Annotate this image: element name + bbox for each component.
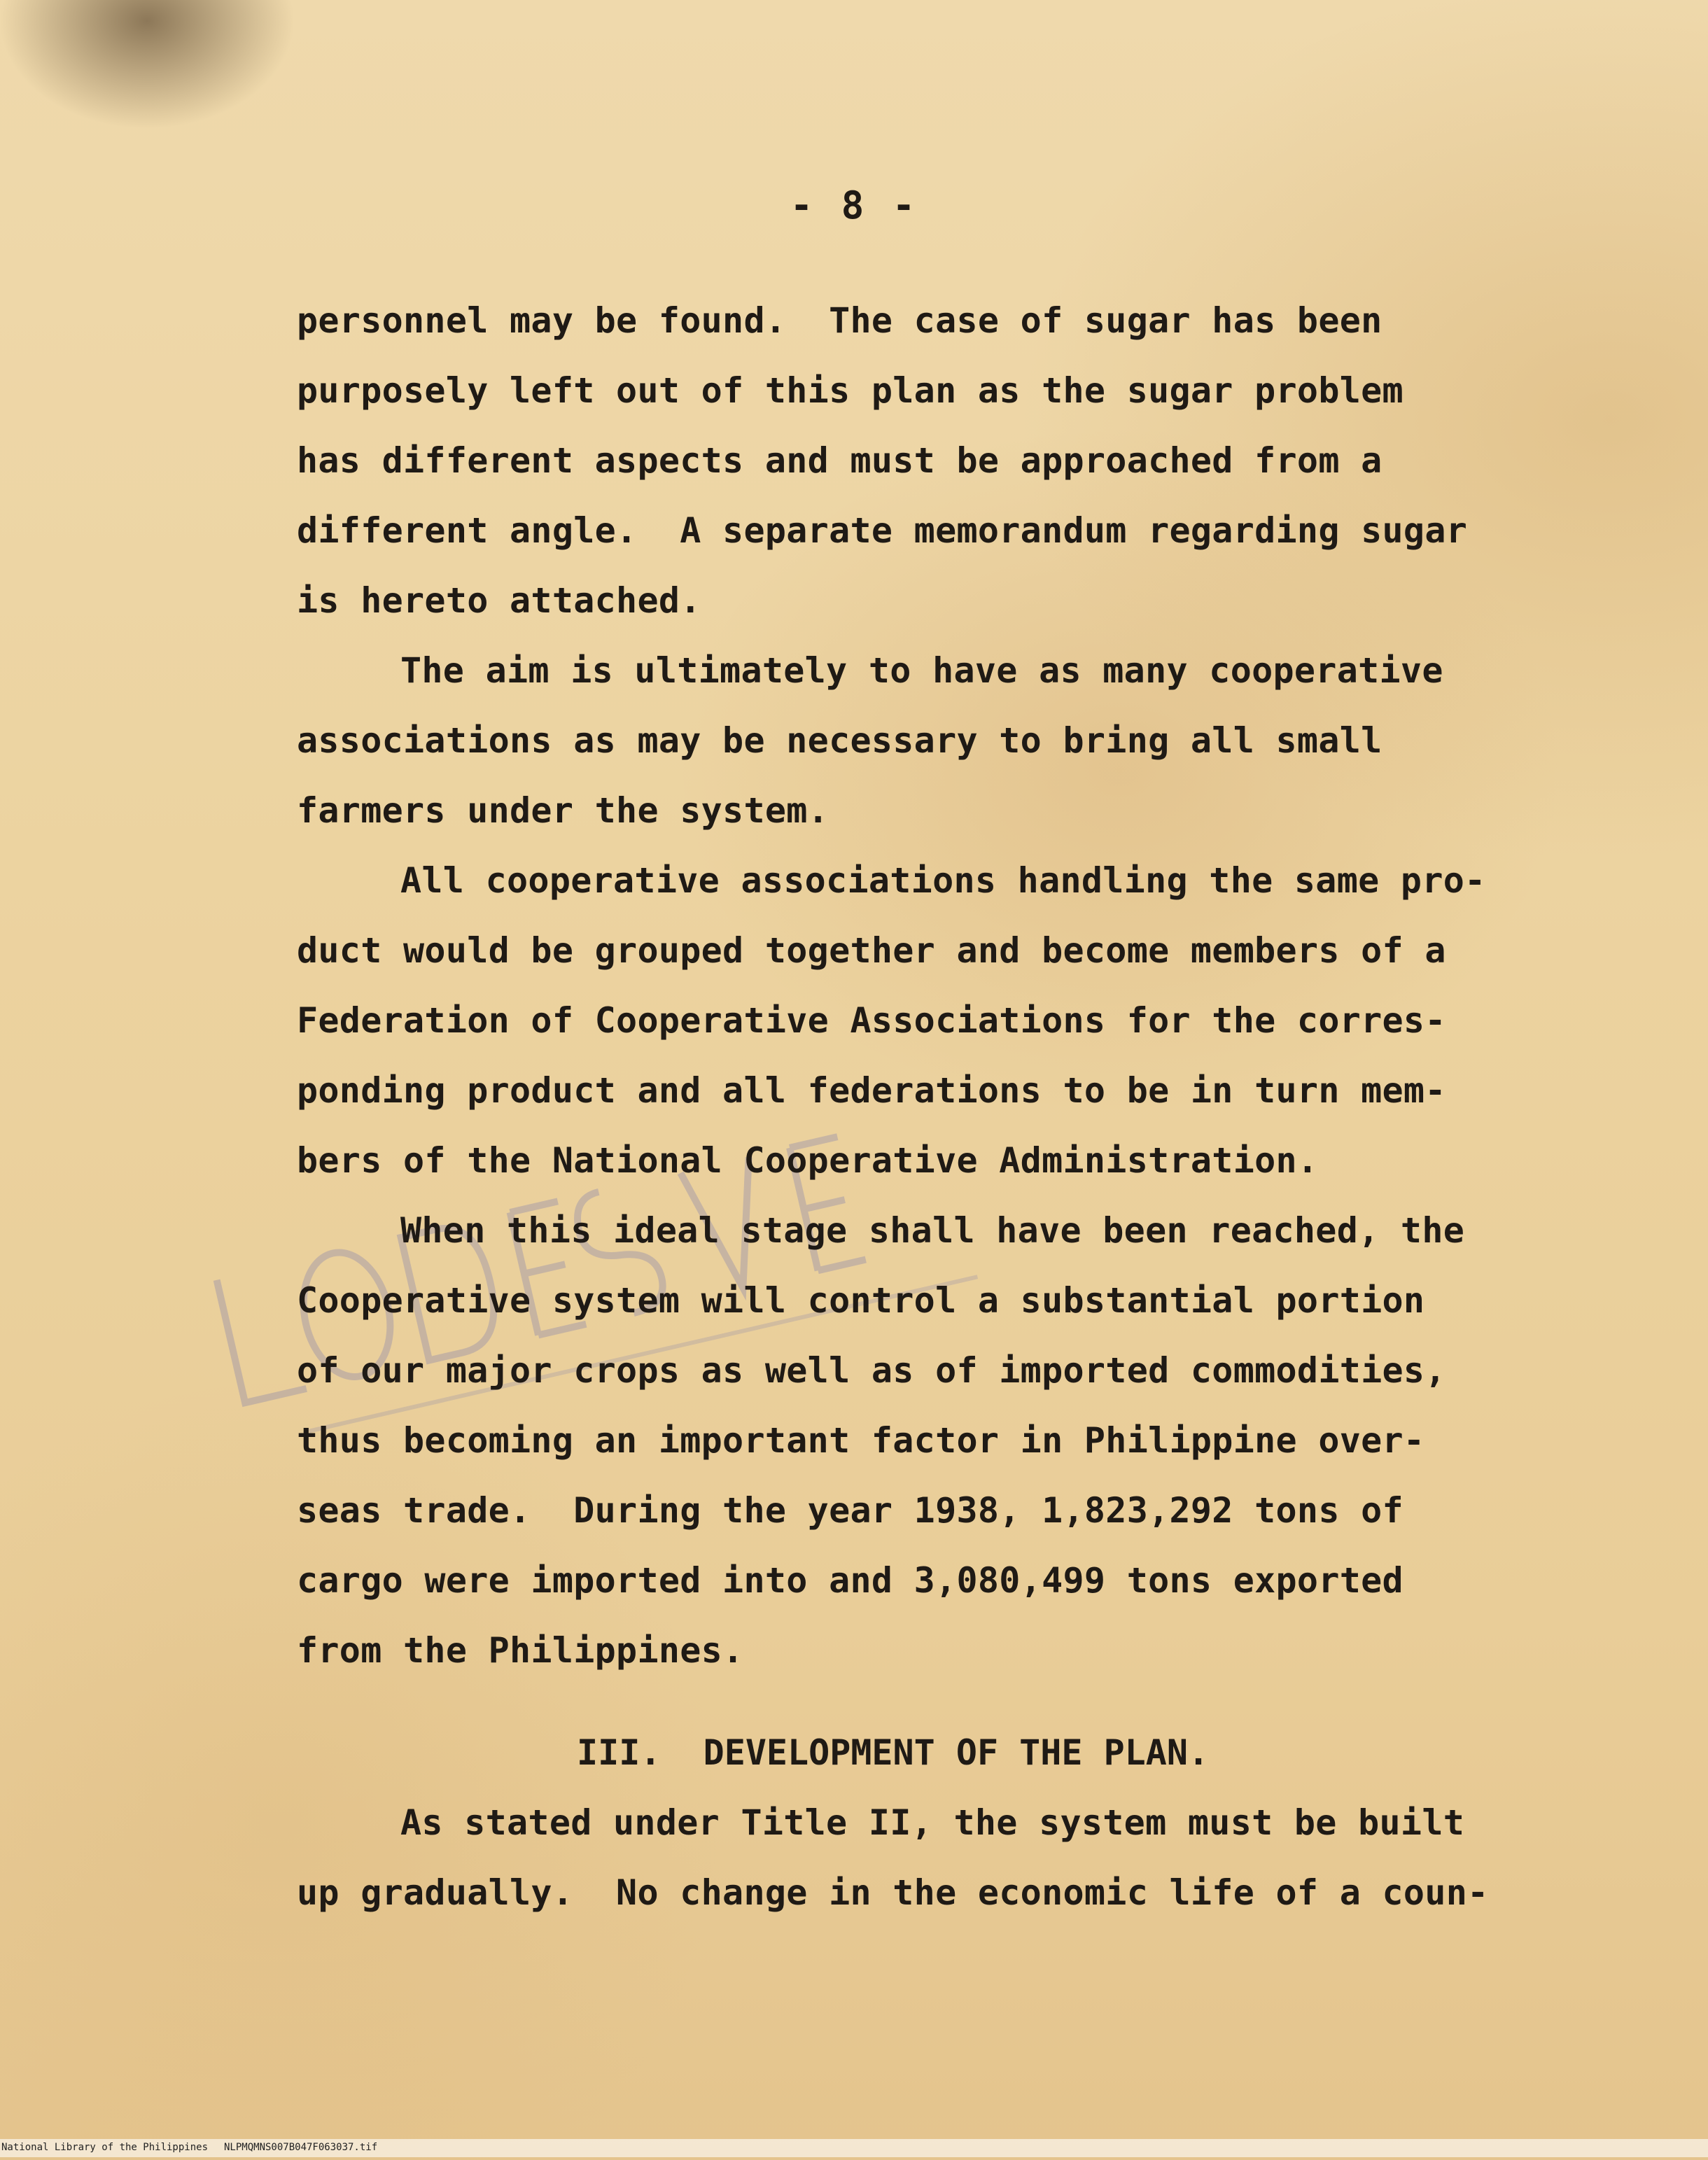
document-body bbox=[297, 286, 1529, 1928]
text-line: of our major crops as well as of imported commodities, bbox=[297, 1350, 1446, 1391]
text-line: has different aspects and must be approached from a bbox=[297, 440, 1382, 481]
scan-footer bbox=[0, 2139, 1708, 2157]
text-line: from the Philippines. bbox=[297, 1630, 744, 1671]
text-line: ponding product and all federations to be in turn mem- bbox=[297, 1070, 1446, 1111]
text-line: When this ideal stage shall have been reached, the bbox=[400, 1210, 1465, 1251]
text-line: different angle. A separate memorandum regarding sugar bbox=[297, 510, 1468, 551]
text-line: personnel may be found. The case of sugar has been bbox=[297, 300, 1382, 341]
text-line: As stated under Title II, the system must be built bbox=[400, 1802, 1465, 1843]
section-heading: III. DEVELOPMENT OF THE PLAN. bbox=[577, 1732, 1210, 1773]
text-line: up gradually. No change in the economic life of a coun- bbox=[297, 1872, 1489, 1913]
text-line: The aim is ultimately to have as many cooperative bbox=[400, 650, 1443, 691]
file-identifier: NLPMQMNS007B047F063037.tif bbox=[224, 2142, 378, 2153]
paragraph-4 bbox=[297, 1195, 1529, 1685]
text-line: associations as may be necessary to bring all small bbox=[297, 720, 1382, 761]
text-line: Federation of Cooperative Associations for the corres- bbox=[297, 1000, 1446, 1041]
paragraph-3 bbox=[297, 846, 1529, 1195]
text-line: All cooperative associations handling the same pro- bbox=[400, 860, 1486, 901]
paragraph-2 bbox=[297, 636, 1529, 846]
text-line: is hereto attached. bbox=[297, 580, 701, 621]
page-number: - 8 - bbox=[790, 183, 918, 227]
paragraph-5 bbox=[297, 1788, 1529, 1928]
text-line: seas trade. During the year 1938, 1,823,292 tons of bbox=[297, 1490, 1404, 1531]
text-line: duct would be grouped together and become members of a bbox=[297, 930, 1446, 971]
text-line: purposely left out of this plan as the sugar problem bbox=[297, 370, 1404, 411]
text-line: Cooperative system will control a substantial portion bbox=[297, 1280, 1425, 1321]
text-line: farmers under the system. bbox=[297, 790, 830, 831]
text-line: thus becoming an important factor in Philippine over- bbox=[297, 1420, 1425, 1461]
paragraph-1 bbox=[297, 286, 1529, 636]
text-line: bers of the National Cooperative Administration. bbox=[297, 1140, 1319, 1181]
library-credit: National Library of the Philippines bbox=[1, 2142, 209, 2153]
text-line: cargo were imported into and 3,080,499 tons exported bbox=[297, 1560, 1404, 1601]
